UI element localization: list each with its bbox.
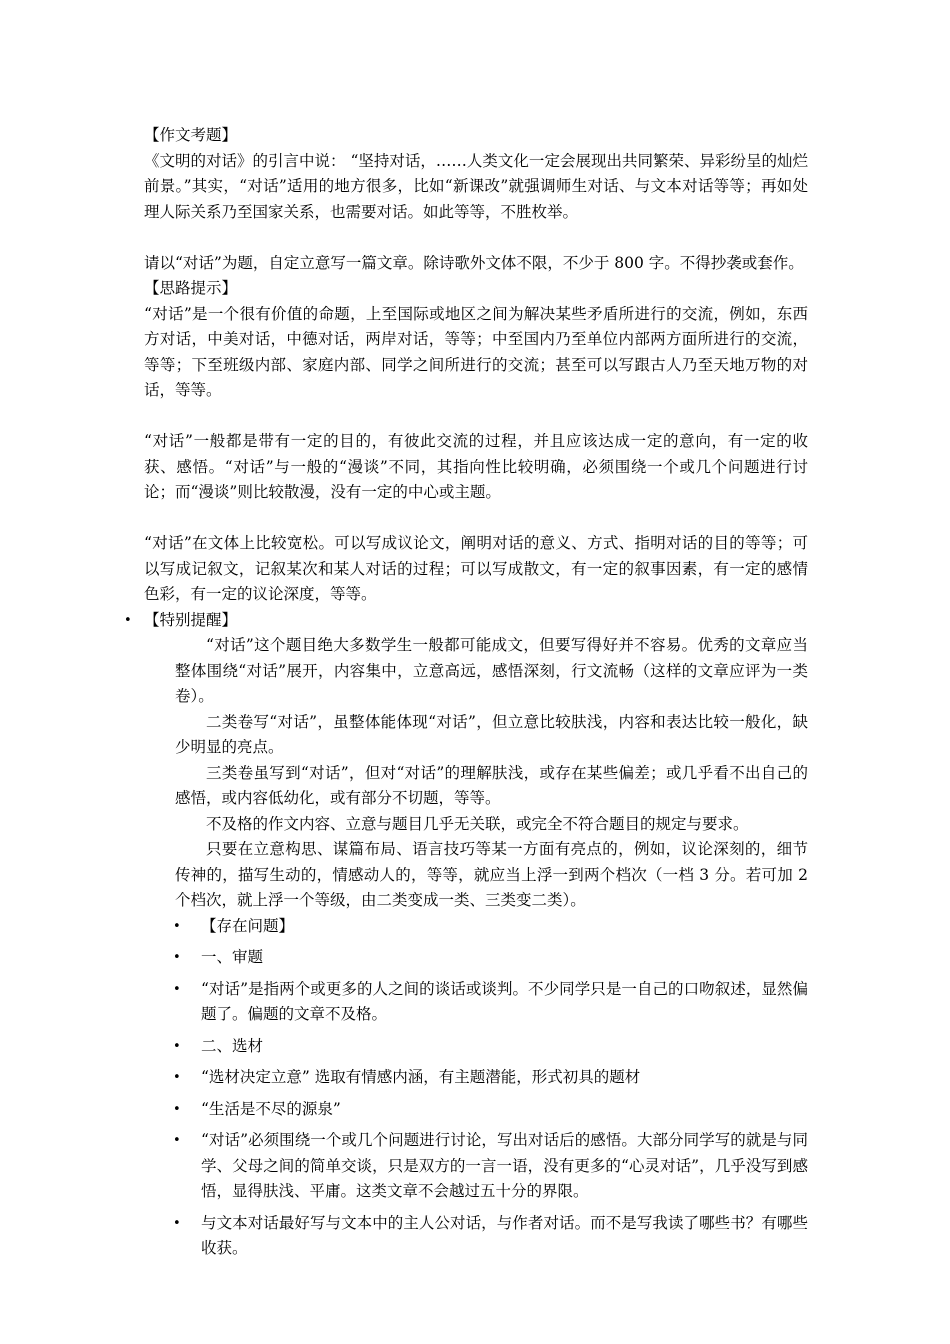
reminder-paragraph-1: “对话”这个题目绝大多数学生一般都可能成文，但要写得好并不容易。优秀的文章应当整体围绕“对话”展开，内容集中，立意高远，感悟深刻，行文流畅（这样的文章应评为一类卷）。	[175, 636, 808, 705]
problem-text: “对话”必须围绕一个或几个问题进行讨论，写出对话后的感悟。大部分同学写的就是与同学、父母之间的简单交谈，只是双方的一言一语，没有更多的“心灵对话”，几乎没写到感悟，显得肤浅、平庸。这类文章不会越过五十分的界限。	[201, 1131, 808, 1200]
reminder-block	[144, 633, 808, 914]
problem-section-title: 二、选材	[201, 1036, 264, 1055]
hints-heading: 【思路提示】	[144, 279, 238, 297]
list-item	[173, 945, 808, 971]
bullet-icon: •	[173, 950, 181, 965]
bullet-icon: •	[173, 1133, 181, 1148]
problem-text: “对话”是指两个或更多的人之间的谈话或谈判。不少同学只是一自己的口吻叙述，显然偏题了。偏题的文章不及格。	[201, 979, 808, 1023]
reminder-paragraph-4: 不及格的作文内容、立意与题目几乎无关联，或完全不符合题目的规定与要求。	[206, 814, 749, 833]
bullet-icon: •	[173, 1038, 181, 1054]
document-page	[124, 123, 808, 1268]
list-item	[173, 1034, 808, 1060]
list-item	[173, 914, 808, 940]
list-item	[173, 977, 808, 1028]
reminder-heading: 【特别提醒】	[144, 610, 238, 629]
reminder-paragraph-2: 二类卷写“对话”，虽整体能体现“对话”，但立意比较肤浅，内容和表达比较一般化，缺少明显的亮点。	[175, 712, 808, 756]
spacer	[144, 225, 808, 251]
hints-paragraph-2: “对话”一般都是带有一定的目的，有彼此交流的过程，并且应该达成一定的意向，有一定的收获、感悟。“对话”与一般的“漫谈”不同，其指向性比较明确，必须围绕一个或几个问题进行讨论；而“漫谈”则比较散漫，没有一定的中心或主题。	[144, 432, 808, 501]
problem-text: “生活是不尽的源泉”	[201, 1099, 341, 1118]
reminder-paragraph-5: 只要在立意构思、谋篇布局、语言技巧等某一方面有亮点的，例如，议论深刻的，细节传神的，描写生动的，情感动人的，等等，就应当上浮一到两个档次（一档 3 分。若可加 2 个档次，就上浮一个等级，由二类变成一类、三类变二类）。	[175, 840, 808, 909]
bullet-icon: •	[173, 1070, 181, 1085]
problem-section-title: 一、审题	[201, 948, 264, 966]
hints-paragraph-1: “对话”是一个很有价值的命题，上至国际或地区之间为解决某些矛盾所进行的交流，例如，东西方对话，中美对话，中德对话，两岸对话，等等；中至国内乃至单位内部两方面所进行的交流，等等；下至班级内部、家庭内部、同学之间所进行的交流；甚至可以写跟古人乃至天地万物的对话，等等。	[144, 304, 808, 399]
bullet-icon: •	[124, 612, 132, 628]
list-item	[173, 1128, 808, 1205]
list-item	[173, 1097, 808, 1123]
problems-heading: 【存在问题】	[201, 916, 295, 935]
spacer	[144, 404, 808, 430]
bullet-icon: •	[173, 918, 181, 934]
reminder-heading-row	[124, 608, 808, 634]
bullet-icon: •	[173, 981, 181, 997]
essay-topic-heading: 【作文考题】	[144, 126, 238, 144]
list-item	[173, 1211, 808, 1262]
problems-list	[144, 914, 808, 1262]
problem-text: “选材决定立意” 选取有情感内涵，有主题潜能，形式初具的题材	[201, 1068, 641, 1086]
hints-paragraph-3: “对话”在文体上比较宽松。可以写成议论文，阐明对话的意义、方式、指明对话的目的等等；可以写成记叙文，记叙某次和某人对话的过程；可以写成散文，有一定的叙事因素，有一定的感情色彩，有一定的议论深度，等等。	[144, 534, 808, 603]
problem-text: 与文本对话最好写与文本中的主人公对话，与作者对话。而不是写我读了哪些书？有哪些收获。	[201, 1213, 808, 1257]
spacer	[144, 506, 808, 532]
essay-topic-intro: 《文明的对话》的引言中说： “坚持对话，……人类文化一定会展现出共同繁荣、异彩纷呈的灿烂前景。”其实，“对话”适用的地方很多，比如“新课改”就强调师生对话、与文本对话等等；再如处理人际关系乃至国家关系，也需要对话。如此等等，不胜枚举。	[144, 151, 808, 221]
bullet-icon: •	[173, 1215, 181, 1231]
reminder-paragraph-3: 三类卷虽写到“对话”，但对“对话”的理解肤浅，或存在某些偏差；或几乎看不出自己的感悟，或内容低幼化，或有部分不切题，等等。	[175, 763, 808, 807]
list-item	[173, 1065, 808, 1091]
essay-topic-task: 请以“对话”为题，自定立意写一篇文章。除诗歌外文体不限，不少于 800 字。不得抄袭或套作。	[144, 253, 804, 272]
bullet-icon: •	[173, 1101, 181, 1117]
